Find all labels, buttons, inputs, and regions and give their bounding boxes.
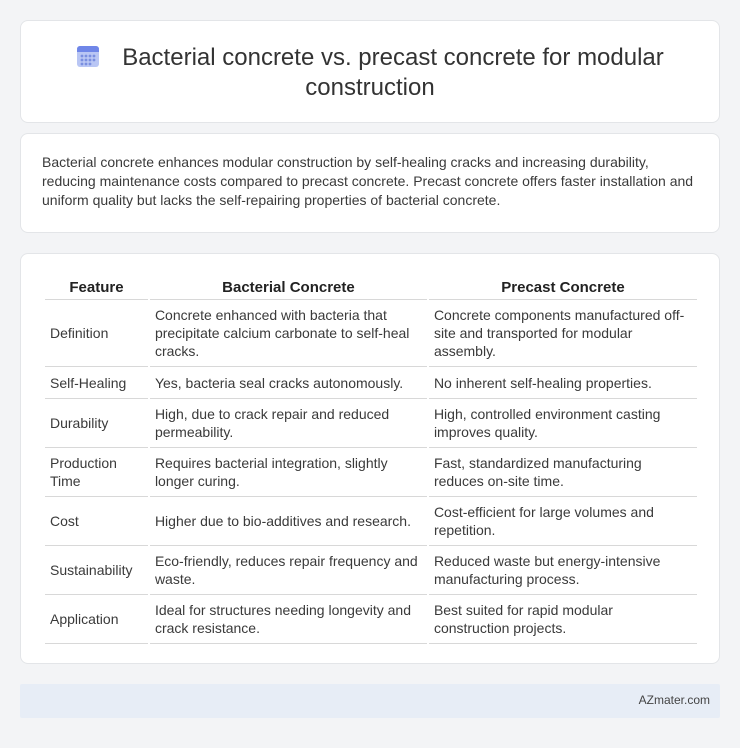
precast-cell: Best suited for rapid modular construction projects.	[429, 595, 697, 644]
bacterial-cell: Concrete enhanced with bacteria that precipitate calcium carbonate to self-heal cracks.	[150, 300, 427, 367]
precast-cell: No inherent self-healing properties.	[429, 367, 697, 399]
column-header-bacterial: Bacterial Concrete	[150, 276, 427, 300]
table-row	[45, 497, 697, 546]
footer-bar	[20, 684, 720, 718]
table-row	[45, 300, 697, 367]
bacterial-cell: Eco-friendly, reduces repair frequency and waste.	[150, 546, 427, 595]
table-row	[45, 367, 697, 399]
bacterial-cell: Yes, bacteria seal cracks autonomously.	[150, 367, 427, 399]
precast-cell: Concrete components manufactured off-site and transported for modular assembly.	[429, 300, 697, 367]
table-header-row	[45, 276, 697, 300]
summary-card	[20, 133, 720, 233]
table-row	[45, 448, 697, 497]
title-card	[20, 20, 720, 123]
feature-cell: Durability	[45, 399, 148, 448]
table-row	[45, 399, 697, 448]
feature-cell: Self-Healing	[45, 367, 148, 399]
column-header-feature: Feature	[45, 276, 148, 300]
table-row	[45, 546, 697, 595]
bacterial-cell: Ideal for structures needing longevity and crack resistance.	[150, 595, 427, 644]
feature-cell: Cost	[45, 497, 148, 546]
page-title	[21, 43, 719, 103]
comparison-table	[43, 276, 699, 644]
precast-cell: Fast, standardized manufacturing reduces on-site time.	[429, 448, 697, 497]
feature-cell: Sustainability	[45, 546, 148, 595]
bacterial-cell: Higher due to bio-additives and research.	[150, 497, 427, 546]
summary-text: Bacterial concrete enhances modular construction by self-healing cracks and increasing durability, reducing maintenance costs compared to precast concrete. Precast concrete offers faster installation and uniform quality but lacks the self-repairing properties of bacterial concrete.	[42, 154, 694, 208]
title-text: Bacterial concrete vs. precast concrete for modular construction	[122, 44, 664, 101]
precast-cell: High, controlled environment casting improves quality.	[429, 399, 697, 448]
comparison-card	[20, 253, 720, 664]
bacterial-cell: Requires bacterial integration, slightly longer curing.	[150, 448, 427, 497]
calendar-grid-icon	[76, 44, 100, 68]
precast-cell: Cost-efficient for large volumes and repetition.	[429, 497, 697, 546]
precast-cell: Reduced waste but energy-intensive manufacturing process.	[429, 546, 697, 595]
feature-cell: Definition	[45, 300, 148, 367]
column-header-precast: Precast Concrete	[429, 276, 697, 300]
feature-cell: Application	[45, 595, 148, 644]
footer-brand: AZmater.com	[638, 693, 710, 707]
feature-cell: Production Time	[45, 448, 148, 497]
table-row	[45, 595, 697, 644]
bacterial-cell: High, due to crack repair and reduced permeability.	[150, 399, 427, 448]
